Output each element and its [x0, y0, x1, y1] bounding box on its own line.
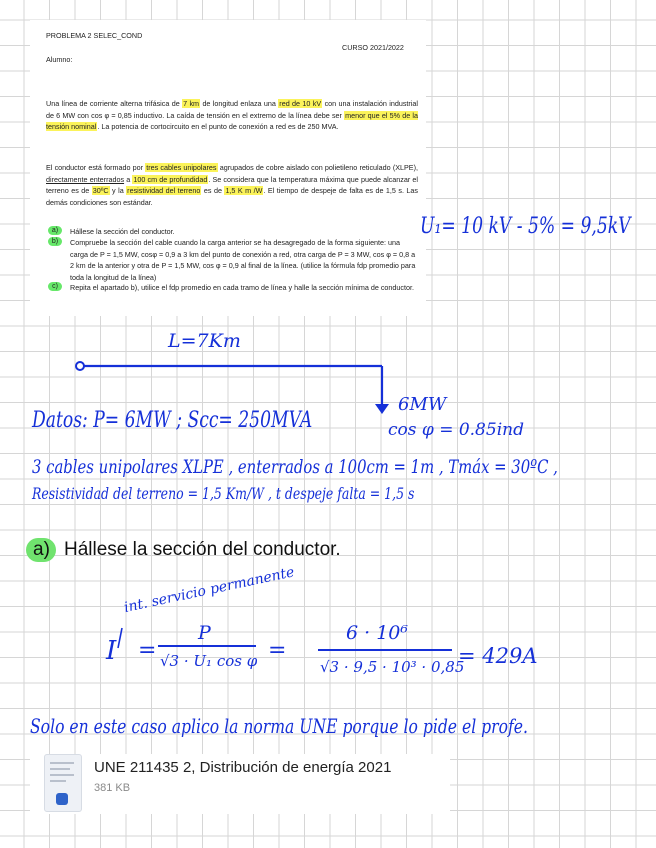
cables-line: 3 cables unipolares XLPE , enterrados a 100cm = 1m , Tmáx = 30ºC ,: [32, 456, 558, 478]
statement-paragraph-1: Una línea de corriente alterna trifásica de 7 km de longitud enlaza una red de 10 kV con una instalación industrial de 6 MW con cos φ = 0,85 inductivo. La caída de tensión en el extremo de la línea debe ser menor que el 5% de la tensión nominal. La potencia de cortocircuito en el punto de conexión a red es de 250 MVA.: [46, 99, 418, 132]
resistivity-line: Resistividad del terreno = 1,5 Km/W , t despeje falta = 1,5 s: [32, 484, 415, 503]
voltage-note: U₁= 10 kV - 5% = 9,5kV: [420, 214, 631, 239]
student-label: Alumno:: [46, 55, 73, 64]
attachment-card[interactable]: [30, 754, 450, 814]
course-label: CURSO 2021/2022: [342, 43, 404, 52]
datos-line: Datos: P= 6MW ; Scc= 250MVA: [32, 408, 313, 433]
formula-numerator-1: P: [198, 622, 211, 644]
formula-equals-1: =: [138, 638, 157, 663]
formula-equals-2: =: [268, 638, 287, 663]
formula-current-symbol: I: [106, 636, 117, 666]
task-a: a) Hállese la sección del conductor.: [48, 226, 418, 238]
load-power-label: 6MW: [398, 394, 447, 415]
length-label: L=7Km: [168, 330, 241, 352]
document-icon: [44, 754, 82, 812]
task-b: b) Compruebe la sección del cable cuando la carga anterior se ha desagregado de la forma siguiente: una carga de P = 1,5 MW, cosφ = 0,9 a 3 km del punto de conexión a red, otra carga de P = 3 MW, cos φ = 0,8 a 2 km de la anterior y otra de P = 1,5 MW, cos φ = 0,9 al final de la línea. (utilice la fórmula fdp promedio para toda la longitud de la línea): [48, 237, 418, 284]
attachment-size: 381 KB: [94, 782, 131, 794]
statement-paragraph-2: El conductor está formado por tres cables unipolares agrupados de cobre aislado con polietileno reticulado (XLPE), directamente enterrados a 100 cm de profundidad. Se considera que la temperatura máxima que puede alcanzar el terreno es de 30ºC y la resistividad del terreno es de 1,5 K m /W. El tiempo de despeje de falta es de 1,5 s. Las demás condiciones son estándar.: [46, 163, 419, 207]
formula-denominator-2: √3 · 9,5 · 10³ · 0,85: [320, 658, 465, 676]
problem-title: PROBLEMA 2 SELEC_COND: [46, 31, 143, 40]
section-a-label: a): [33, 539, 50, 560]
formula-denominator-1: √3 · U₁ cos φ: [160, 652, 258, 670]
load-cos-label: cos φ = 0.85ind: [388, 420, 524, 440]
int-note: int. servicio permanente: [122, 564, 296, 616]
attachment-name: UNE 211435 2, Distribución de energía 2021: [94, 759, 392, 776]
une-note: Solo en este caso aplico la norma UNE porque lo pide el profe.: [30, 714, 528, 738]
formula-result: = 429A: [458, 644, 538, 668]
int-note-tick: [118, 628, 122, 648]
formula-numerator-2: 6 · 10⁶: [346, 622, 409, 644]
source-node: [76, 362, 84, 370]
task-c: c) Repita el apartado b), utilice el fdp promedio en cada tramo de línea y halle la sección mínima de conductor.: [48, 282, 418, 294]
load-arrow-icon: [375, 404, 389, 414]
section-a-title: Hállese la sección del conductor.: [64, 539, 341, 560]
